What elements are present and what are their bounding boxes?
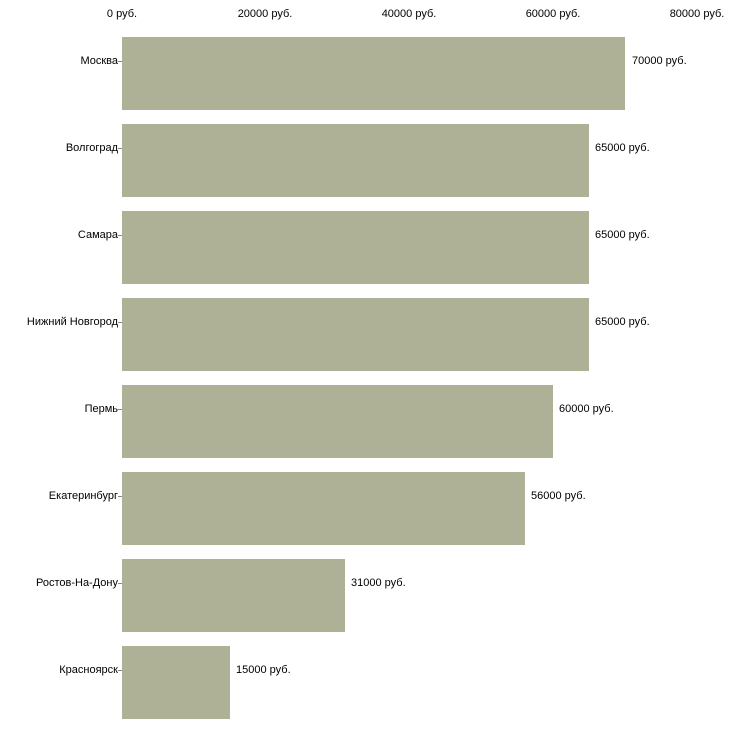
- bar-row: [0, 24, 730, 112]
- x-tick-label-4: 80000 руб.: [669, 8, 725, 20]
- category-label: Нижний Новгород: [26, 316, 118, 328]
- category-label: Екатеринбург: [48, 490, 118, 502]
- category-label: Пермь: [84, 403, 118, 415]
- bar-row: [0, 373, 730, 460]
- category-label: Ростов-На-Дону: [35, 577, 118, 589]
- bar[interactable]: [122, 385, 553, 458]
- bar-value-label: 65000 руб.: [595, 316, 650, 328]
- x-axis-top: [0, 0, 730, 24]
- bar-value-label: 56000 руб.: [531, 490, 586, 502]
- category-label: Красноярск: [59, 664, 118, 676]
- bar[interactable]: [122, 646, 230, 719]
- bar-row: [0, 199, 730, 286]
- bar-row: [0, 286, 730, 373]
- category-label: Самара: [77, 229, 118, 241]
- bar-row: [0, 634, 730, 721]
- bar[interactable]: [122, 124, 589, 197]
- x-tick-label-3: 60000 руб.: [525, 8, 581, 20]
- bar-row: [0, 460, 730, 547]
- category-label: Москва: [80, 55, 118, 67]
- bar-value-label: 65000 руб.: [595, 229, 650, 241]
- bar[interactable]: [122, 472, 525, 545]
- bar-value-label: 31000 руб.: [351, 577, 406, 589]
- x-tick-label-2: 40000 руб.: [381, 8, 437, 20]
- bar-row: [0, 112, 730, 199]
- bar-value-label: 65000 руб.: [595, 142, 650, 154]
- bar[interactable]: [122, 298, 589, 371]
- category-label: Волгоград: [65, 142, 118, 154]
- bar-row: [0, 547, 730, 634]
- bar[interactable]: [122, 37, 625, 110]
- bar-value-label: 60000 руб.: [559, 403, 614, 415]
- bar[interactable]: [122, 559, 345, 632]
- plot-area: [0, 24, 730, 730]
- bar-value-label: 15000 руб.: [236, 664, 291, 676]
- bar-value-label: 70000 руб.: [632, 55, 687, 67]
- x-tick-label-1: 20000 руб.: [237, 8, 293, 20]
- x-tick-label-0: 0 руб.: [106, 8, 138, 20]
- bar[interactable]: [122, 211, 589, 284]
